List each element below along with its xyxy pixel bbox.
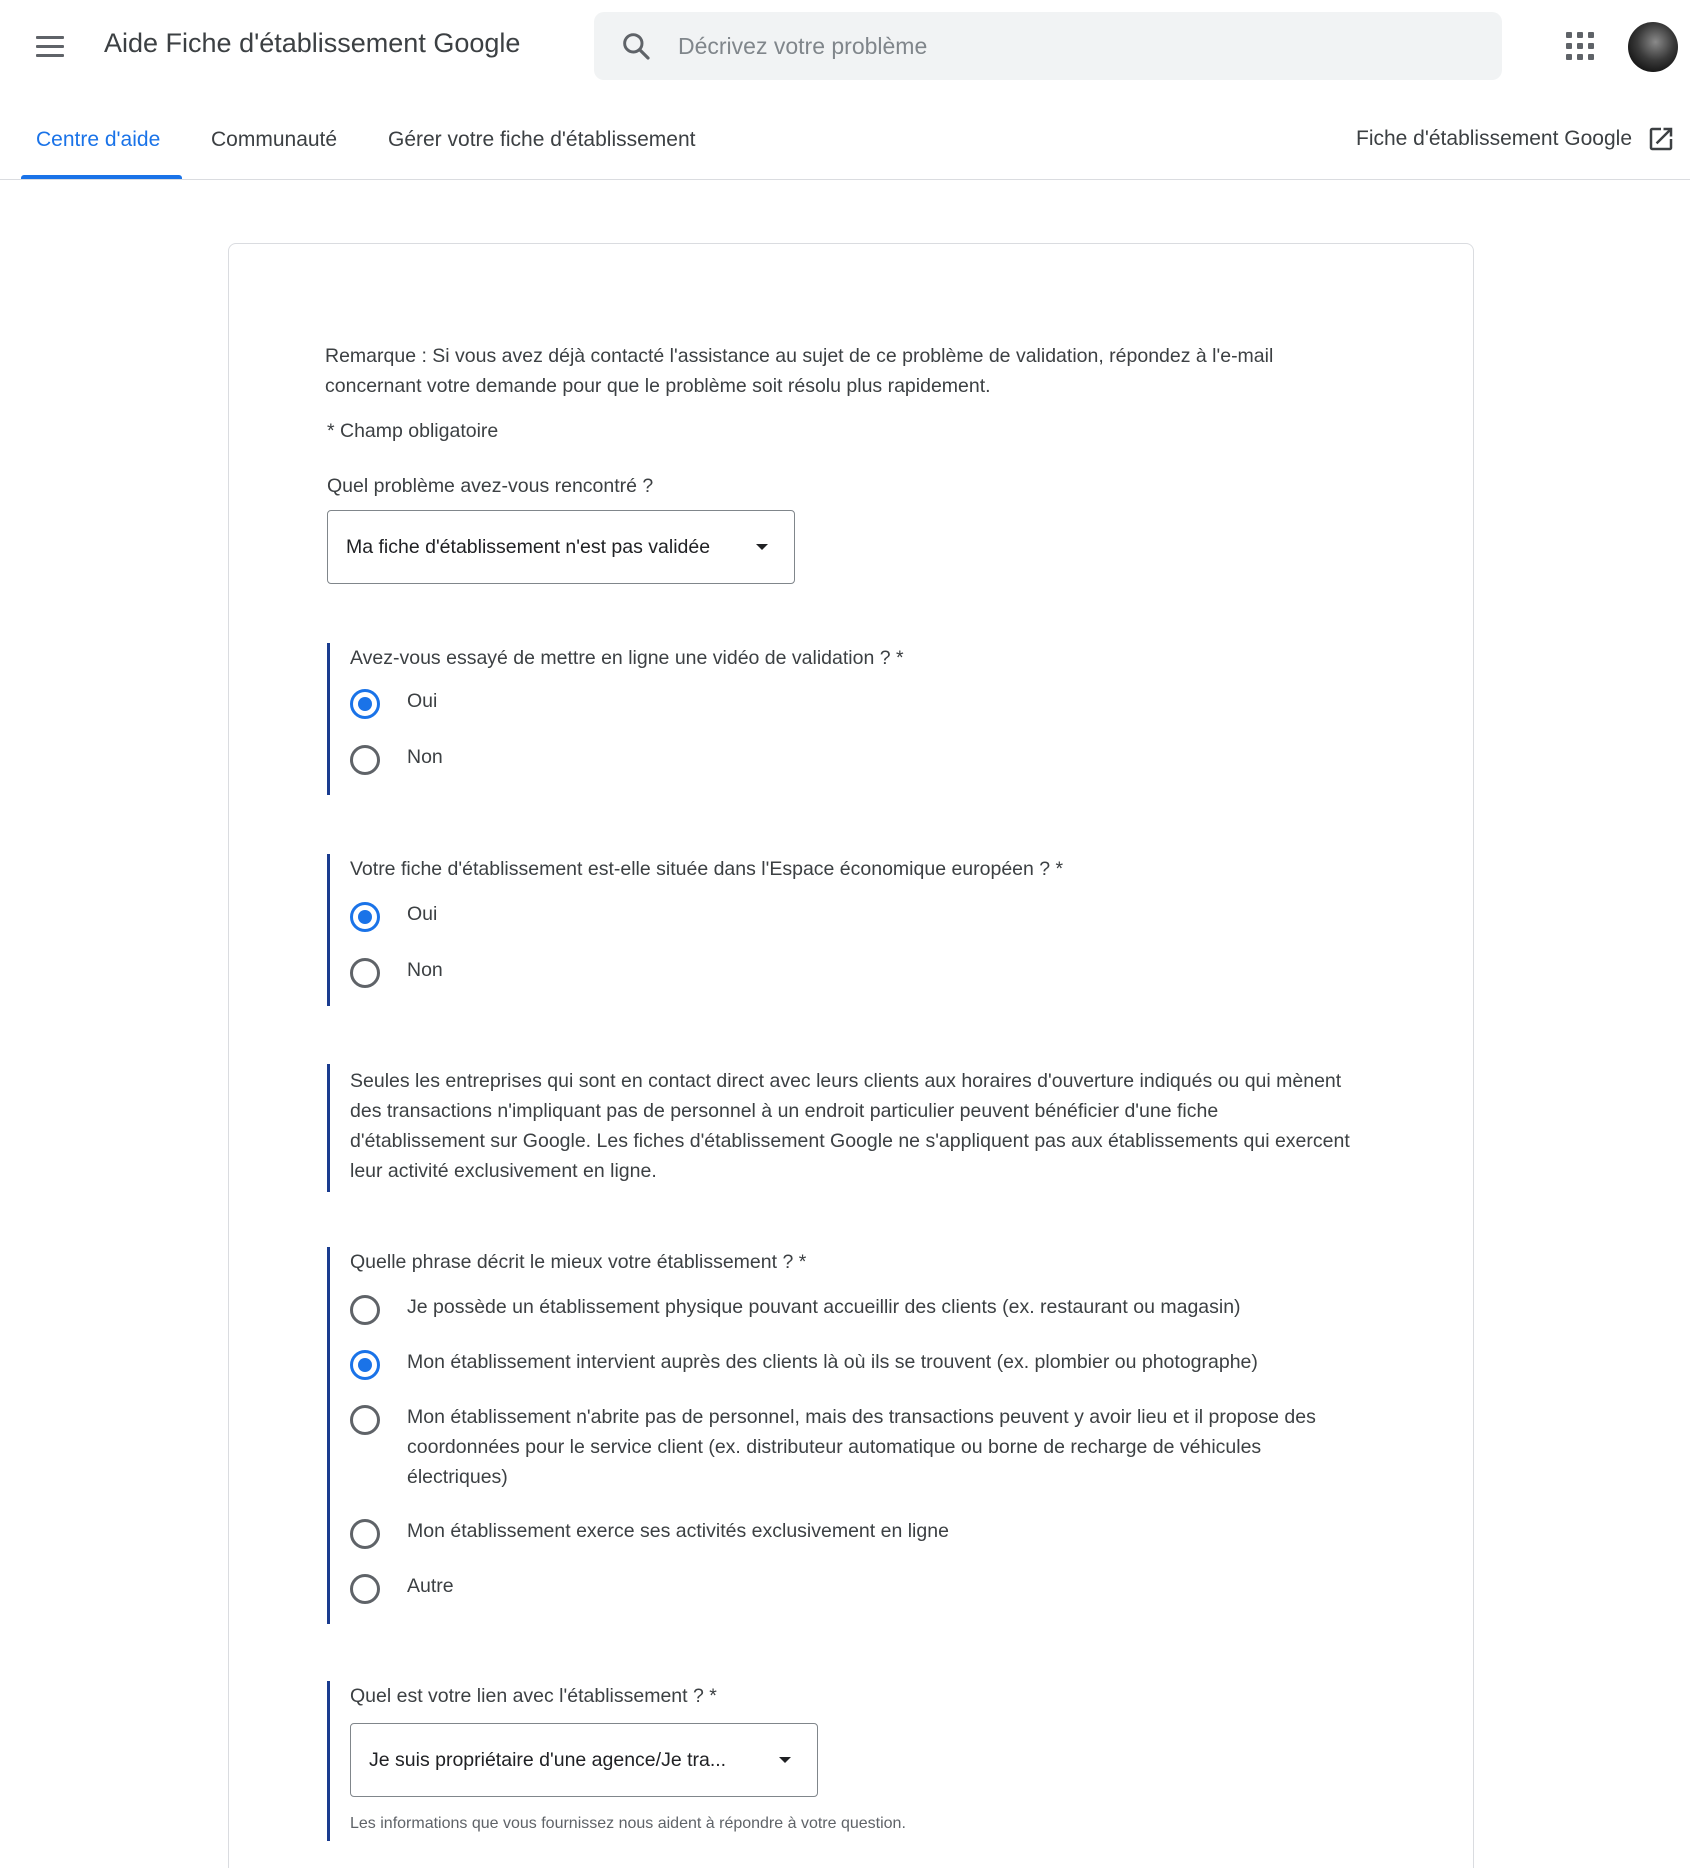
menu-icon[interactable] xyxy=(30,28,70,64)
radio-button[interactable] xyxy=(350,1405,380,1435)
option-label: Mon établissement n'abrite pas de personnel, mais des transactions peuvent y avoir lieu et il propose des coordonnées pour le service client (ex. distributeur automatique ou borne de recharge de véhicules électriques) xyxy=(407,1406,1316,1488)
nav-tabs xyxy=(0,112,1690,180)
problem-select-value: Ma fiche d'établissement n'est pas validée xyxy=(346,535,711,558)
app-title[interactable]: Aide Fiche d'établissement Google xyxy=(104,28,521,58)
eee-option-non[interactable] xyxy=(350,960,443,988)
tab-community[interactable]: Communauté xyxy=(211,128,338,151)
business-option-physical[interactable] xyxy=(350,1297,1367,1325)
problem-label: Quel problème avez-vous rencontré ? xyxy=(327,475,654,497)
user-avatar[interactable] xyxy=(1628,22,1678,72)
radio-button[interactable] xyxy=(350,902,380,932)
apps-grid-icon[interactable] xyxy=(1566,32,1596,62)
option-label: Mon établissement intervient auprès des clients là où ils se trouvent (ex. plombier ou photographe) xyxy=(407,1351,1258,1373)
radio-button[interactable] xyxy=(350,1574,380,1604)
video-option-oui[interactable] xyxy=(350,691,437,719)
eee-option-oui[interactable] xyxy=(350,904,437,932)
eligibility-info-section xyxy=(327,1064,1350,1192)
video-option-non[interactable] xyxy=(350,747,443,775)
required-field-note: * Champ obligatoire xyxy=(327,420,499,442)
top-bar xyxy=(0,0,1690,92)
active-tab-indicator xyxy=(21,175,182,179)
radio-button[interactable] xyxy=(350,689,380,719)
form-card xyxy=(228,243,1474,1868)
validation-note: Remarque : Si vous avez déjà contacté l'assistance au sujet de ce problème de validation, répondez à l'e-mail concernant votre demande pour que le problème soit résolu plus rapidement. xyxy=(325,345,1274,397)
tab-help-center[interactable]: Centre d'aide xyxy=(36,128,161,151)
radio-button[interactable] xyxy=(350,1350,380,1380)
business-profile-link-label: Fiche d'établissement Google xyxy=(1356,127,1632,150)
relation-select-value: Je suis propriétaire d'une agence/Je tra... xyxy=(369,1748,727,1771)
radio-button[interactable] xyxy=(350,1295,380,1325)
search-input[interactable] xyxy=(678,12,1458,80)
chevron-down-icon xyxy=(756,544,768,550)
problem-select[interactable] xyxy=(327,510,795,584)
chevron-down-icon xyxy=(779,1757,791,1763)
business-option-service-area[interactable] xyxy=(350,1352,1367,1380)
option-label: Oui xyxy=(407,690,438,712)
search-icon[interactable] xyxy=(620,30,652,62)
option-label: Autre xyxy=(407,1575,454,1597)
business-option-online[interactable] xyxy=(350,1521,1367,1549)
option-label: Mon établissement exerce ses activités exclusivement en ligne xyxy=(407,1520,949,1542)
video-question-section xyxy=(327,643,904,795)
business-type-question-label: Quelle phrase décrit le mieux votre établissement ? * xyxy=(350,1251,807,1273)
option-label: Non xyxy=(407,746,443,768)
business-profile-link[interactable] xyxy=(1356,124,1676,154)
open-in-new-icon xyxy=(1646,124,1676,154)
tab-manage-profile[interactable]: Gérer votre fiche d'établissement xyxy=(388,128,696,151)
option-label: Oui xyxy=(407,903,438,925)
relation-question-label: Quel est votre lien avec l'établissement ? * xyxy=(350,1685,717,1707)
option-label: Je possède un établissement physique pouvant accueillir des clients (ex. restaurant ou magasin) xyxy=(407,1296,1241,1318)
business-type-section xyxy=(327,1247,1316,1624)
business-option-unstaffed[interactable] xyxy=(350,1407,1367,1492)
radio-button[interactable] xyxy=(350,745,380,775)
eee-question-section xyxy=(327,854,1063,1006)
video-question-label: Avez-vous essayé de mettre en ligne une vidéo de validation ? * xyxy=(350,647,904,669)
relation-helper-text: Les informations que vous fournissez nous aident à répondre à votre question. xyxy=(350,1815,906,1832)
business-option-other[interactable] xyxy=(350,1576,1367,1604)
relation-select[interactable] xyxy=(350,1723,818,1797)
eee-question-label: Votre fiche d'établissement est-elle située dans l'Espace économique européen ? * xyxy=(350,858,1064,880)
relation-question-section xyxy=(327,1681,906,1841)
search-box[interactable] xyxy=(594,12,1502,80)
radio-button[interactable] xyxy=(350,958,380,988)
eligibility-info-text: Seules les entreprises qui sont en contact direct avec leurs clients aux horaires d'ouverture indiqués ou qui mènent des transactions n'impliquant pas de personnel à un endroit particulier peuvent bénéficier d'une fiche d'établissement sur Google. Les fiches d'établissement Google ne s'appliquent pas aux établissements qui exercent leur activité exclusivement en ligne. xyxy=(350,1070,1350,1182)
radio-button[interactable] xyxy=(350,1519,380,1549)
option-label: Non xyxy=(407,959,443,981)
